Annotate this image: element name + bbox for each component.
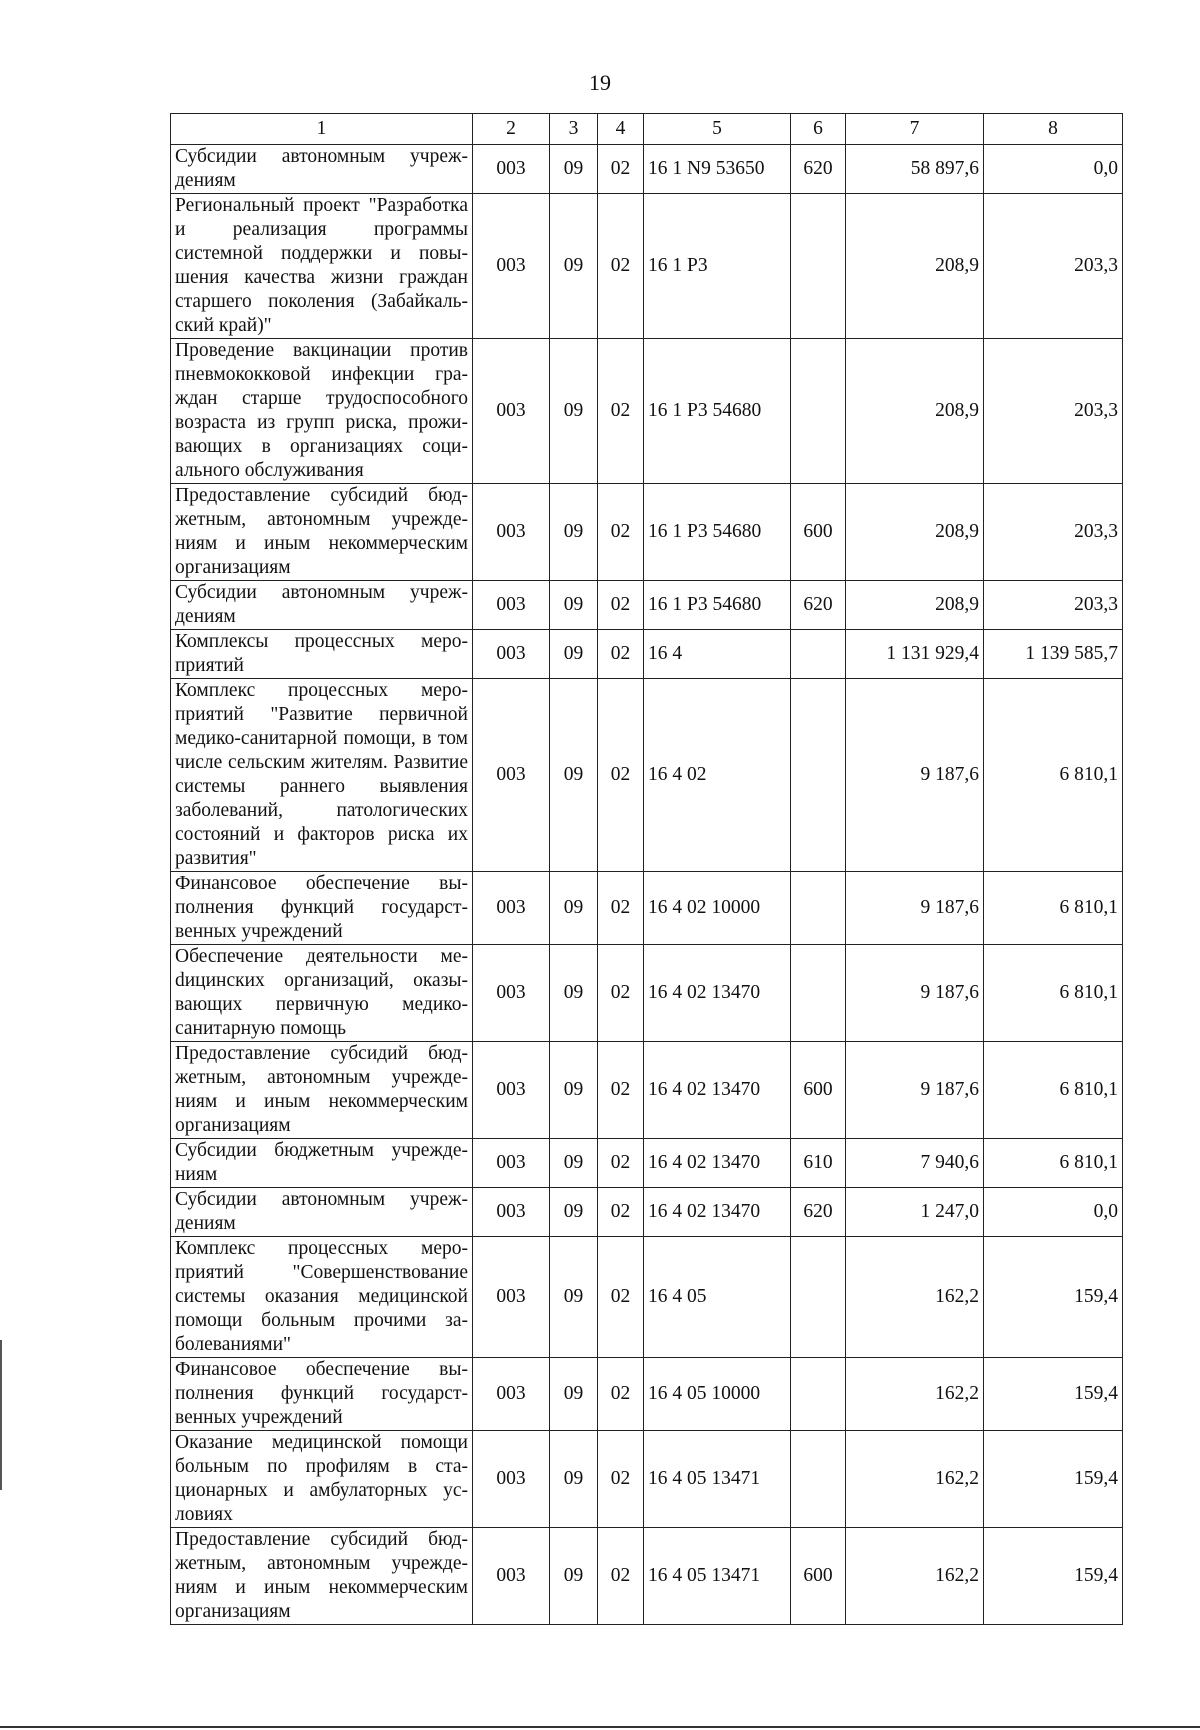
- target-article-cell: 16 1 P3: [644, 194, 791, 339]
- expense-name-cell: Комплекс процессных мероприятий "Совершенствование системы оказания медицинской помощи больным прочими заболеваниями": [171, 1237, 473, 1358]
- amount-year2-cell: 159,4: [984, 1237, 1123, 1358]
- amount-year2-cell: 203,3: [984, 484, 1123, 581]
- amount-year1-cell: 162,2: [846, 1431, 984, 1528]
- expense-name-cell: Субсидии бюджетным учреждениям: [171, 1139, 473, 1188]
- amount-year2-cell: 0,0: [984, 145, 1123, 194]
- expense-name-cell: Предоставление субсидий бюджетным, автономным учреждениям и иным некоммерческим организациям: [171, 1528, 473, 1625]
- ministry-code-cell: 003: [473, 1188, 550, 1237]
- expense-name-cell: Субсидии автономным учреждениям: [171, 581, 473, 630]
- table-row: [171, 339, 1123, 484]
- amount-year1-cell: 9 187,6: [846, 679, 984, 872]
- amount-year2-cell: 6 810,1: [984, 872, 1123, 945]
- header-col-1: 1: [171, 114, 473, 145]
- expense-type-cell: 620: [791, 145, 846, 194]
- ministry-code-cell: 003: [473, 872, 550, 945]
- expense-name-cell: Субсидии автономным учреждениям: [171, 145, 473, 194]
- target-article-cell: 16 4 05 13471: [644, 1431, 791, 1528]
- ministry-code-cell: 003: [473, 339, 550, 484]
- subsection-code-cell: 02: [598, 1139, 644, 1188]
- subsection-code-cell: 02: [598, 484, 644, 581]
- expense-type-cell: [791, 1237, 846, 1358]
- table-row: [171, 1139, 1123, 1188]
- header-col-4: 4: [598, 114, 644, 145]
- target-article-cell: 16 4 05 13471: [644, 1528, 791, 1625]
- amount-year2-cell: 0,0: [984, 1188, 1123, 1237]
- ministry-code-cell: 003: [473, 1042, 550, 1139]
- expense-type-cell: 600: [791, 484, 846, 581]
- table-row: [171, 872, 1123, 945]
- amount-year1-cell: 208,9: [846, 484, 984, 581]
- subsection-code-cell: 02: [598, 872, 644, 945]
- header-col-2: 2: [473, 114, 550, 145]
- section-code-cell: 09: [550, 1431, 598, 1528]
- expense-type-cell: [791, 1358, 846, 1431]
- expense-name-cell: Предоставление субсидий бюджетным, автономным учреждениям и иным некоммерческим организациям: [171, 484, 473, 581]
- subsection-code-cell: 02: [598, 1358, 644, 1431]
- table-row: [171, 1431, 1123, 1528]
- amount-year2-cell: 203,3: [984, 194, 1123, 339]
- ministry-code-cell: 003: [473, 194, 550, 339]
- ministry-code-cell: 003: [473, 581, 550, 630]
- subsection-code-cell: 02: [598, 679, 644, 872]
- table-row: [171, 1188, 1123, 1237]
- target-article-cell: 16 1 P3 54680: [644, 581, 791, 630]
- amount-year1-cell: 162,2: [846, 1528, 984, 1625]
- ministry-code-cell: 003: [473, 1358, 550, 1431]
- expense-name-cell: Комплекс процессных мероприятий "Развитие первичной медико-санитарной помощи, в том числе сельским жителям. Развитие системы раннего выявления заболеваний, патологических состояний и факторов риска их развития": [171, 679, 473, 872]
- amount-year1-cell: 162,2: [846, 1237, 984, 1358]
- section-code-cell: 09: [550, 1188, 598, 1237]
- section-code-cell: 09: [550, 1528, 598, 1625]
- section-code-cell: 09: [550, 581, 598, 630]
- ministry-code-cell: 003: [473, 1139, 550, 1188]
- target-article-cell: 16 4 05 10000: [644, 1358, 791, 1431]
- target-article-cell: 16 4 02 13470: [644, 1139, 791, 1188]
- subsection-code-cell: 02: [598, 1042, 644, 1139]
- ministry-code-cell: 003: [473, 145, 550, 194]
- scan-edge-line: [0, 1340, 2, 1490]
- expense-type-cell: 620: [791, 1188, 846, 1237]
- section-code-cell: 09: [550, 679, 598, 872]
- section-code-cell: 09: [550, 194, 598, 339]
- target-article-cell: 16 4 02: [644, 679, 791, 872]
- expense-name-cell: Комплексы процессных мероприятий: [171, 630, 473, 679]
- amount-year2-cell: 159,4: [984, 1431, 1123, 1528]
- amount-year2-cell: 6 810,1: [984, 1042, 1123, 1139]
- section-code-cell: 09: [550, 1139, 598, 1188]
- amount-year2-cell: 203,3: [984, 581, 1123, 630]
- section-code-cell: 09: [550, 339, 598, 484]
- table-row: [171, 194, 1123, 339]
- ministry-code-cell: 003: [473, 484, 550, 581]
- expense-name-cell: Региональный проект "Разработка и реализация программы системной поддержки и повышения качества жизни граждан старшего поколения (Забайкальский край)": [171, 194, 473, 339]
- section-code-cell: 09: [550, 1042, 598, 1139]
- ministry-code-cell: 003: [473, 945, 550, 1042]
- table-row: [171, 484, 1123, 581]
- header-col-3: 3: [550, 114, 598, 145]
- amount-year1-cell: 7 940,6: [846, 1139, 984, 1188]
- expense-type-cell: 620: [791, 581, 846, 630]
- section-code-cell: 09: [550, 145, 598, 194]
- ministry-code-cell: 003: [473, 1431, 550, 1528]
- target-article-cell: 16 4: [644, 630, 791, 679]
- target-article-cell: 16 4 05: [644, 1237, 791, 1358]
- amount-year1-cell: 9 187,6: [846, 1042, 984, 1139]
- ministry-code-cell: 003: [473, 1528, 550, 1625]
- expense-type-cell: 600: [791, 1528, 846, 1625]
- amount-year2-cell: 6 810,1: [984, 1139, 1123, 1188]
- expense-name-cell: Обеспечение деятельности меdицинских организаций, оказывающих первичную медико-санитарную помощь: [171, 945, 473, 1042]
- subsection-code-cell: 02: [598, 1528, 644, 1625]
- amount-year1-cell: 1 131 929,4: [846, 630, 984, 679]
- expense-type-cell: 610: [791, 1139, 846, 1188]
- expense-type-cell: [791, 679, 846, 872]
- amount-year1-cell: 208,9: [846, 194, 984, 339]
- amount-year2-cell: 159,4: [984, 1358, 1123, 1431]
- table-body: [171, 145, 1123, 1625]
- target-article-cell: 16 1 N9 53650: [644, 145, 791, 194]
- amount-year1-cell: 9 187,6: [846, 945, 984, 1042]
- target-article-cell: 16 4 02 13470: [644, 1042, 791, 1139]
- section-code-cell: 09: [550, 484, 598, 581]
- target-article-cell: 16 4 02 13470: [644, 1188, 791, 1237]
- amount-year2-cell: 6 810,1: [984, 945, 1123, 1042]
- amount-year2-cell: 6 810,1: [984, 679, 1123, 872]
- expense-name-cell: Проведение вакцинации против пневмококковой инфекции граждан старше трудоспособного возраста из групп риска, проживающих в организациях социального обслуживания: [171, 339, 473, 484]
- table-row: [171, 145, 1123, 194]
- expense-name-cell: Оказание медицинской помощи больным по профилям в стационарных и амбулаторных условиях: [171, 1431, 473, 1528]
- table-row: [171, 945, 1123, 1042]
- subsection-code-cell: 02: [598, 1188, 644, 1237]
- expense-name-cell: Предоставление субсидий бюджетным, автономным учреждениям и иным некоммерческим организациям: [171, 1042, 473, 1139]
- subsection-code-cell: 02: [598, 339, 644, 484]
- table-row: [171, 1358, 1123, 1431]
- expense-type-cell: 600: [791, 1042, 846, 1139]
- expense-type-cell: [791, 872, 846, 945]
- amount-year1-cell: 208,9: [846, 581, 984, 630]
- expense-type-cell: [791, 1431, 846, 1528]
- section-code-cell: 09: [550, 630, 598, 679]
- section-code-cell: 09: [550, 872, 598, 945]
- header-col-6: 6: [791, 114, 846, 145]
- table-row: [171, 630, 1123, 679]
- table-row: [171, 1237, 1123, 1358]
- header-col-8: 8: [984, 114, 1123, 145]
- budget-table: [170, 113, 1123, 1625]
- page-number: 19: [589, 70, 611, 95]
- expense-type-cell: [791, 945, 846, 1042]
- amount-year1-cell: 162,2: [846, 1358, 984, 1431]
- header-col-7: 7: [846, 114, 984, 145]
- amount-year2-cell: 1 139 585,7: [984, 630, 1123, 679]
- subsection-code-cell: 02: [598, 194, 644, 339]
- section-code-cell: 09: [550, 1237, 598, 1358]
- expense-type-cell: [791, 339, 846, 484]
- ministry-code-cell: 003: [473, 1237, 550, 1358]
- amount-year1-cell: 208,9: [846, 339, 984, 484]
- amount-year1-cell: 9 187,6: [846, 872, 984, 945]
- section-code-cell: 09: [550, 1358, 598, 1431]
- subsection-code-cell: 02: [598, 1237, 644, 1358]
- subsection-code-cell: 02: [598, 1431, 644, 1528]
- subsection-code-cell: 02: [598, 945, 644, 1042]
- target-article-cell: 16 4 02 13470: [644, 945, 791, 1042]
- expense-name-cell: Финансовое обеспечение выполнения функций государственных учреждений: [171, 1358, 473, 1431]
- ministry-code-cell: 003: [473, 630, 550, 679]
- subsection-code-cell: 02: [598, 630, 644, 679]
- amount-year2-cell: 203,3: [984, 339, 1123, 484]
- target-article-cell: 16 1 P3 54680: [644, 484, 791, 581]
- expense-name-cell: Финансовое обеспечение выполнения функций государственных учреждений: [171, 872, 473, 945]
- bottom-rule: [0, 1726, 1200, 1728]
- amount-year1-cell: 1 247,0: [846, 1188, 984, 1237]
- subsection-code-cell: 02: [598, 581, 644, 630]
- ministry-code-cell: 003: [473, 679, 550, 872]
- table-row: [171, 581, 1123, 630]
- table-row: [171, 679, 1123, 872]
- header-col-5: 5: [644, 114, 791, 145]
- amount-year1-cell: 58 897,6: [846, 145, 984, 194]
- header-row: [171, 114, 1123, 145]
- expense-type-cell: [791, 194, 846, 339]
- subsection-code-cell: 02: [598, 145, 644, 194]
- amount-year2-cell: 159,4: [984, 1528, 1123, 1625]
- expense-name-cell: Субсидии автономным учреждениям: [171, 1188, 473, 1237]
- target-article-cell: 16 1 P3 54680: [644, 339, 791, 484]
- target-article-cell: 16 4 02 10000: [644, 872, 791, 945]
- section-code-cell: 09: [550, 945, 598, 1042]
- table-row: [171, 1528, 1123, 1625]
- table-row: [171, 1042, 1123, 1139]
- expense-type-cell: [791, 630, 846, 679]
